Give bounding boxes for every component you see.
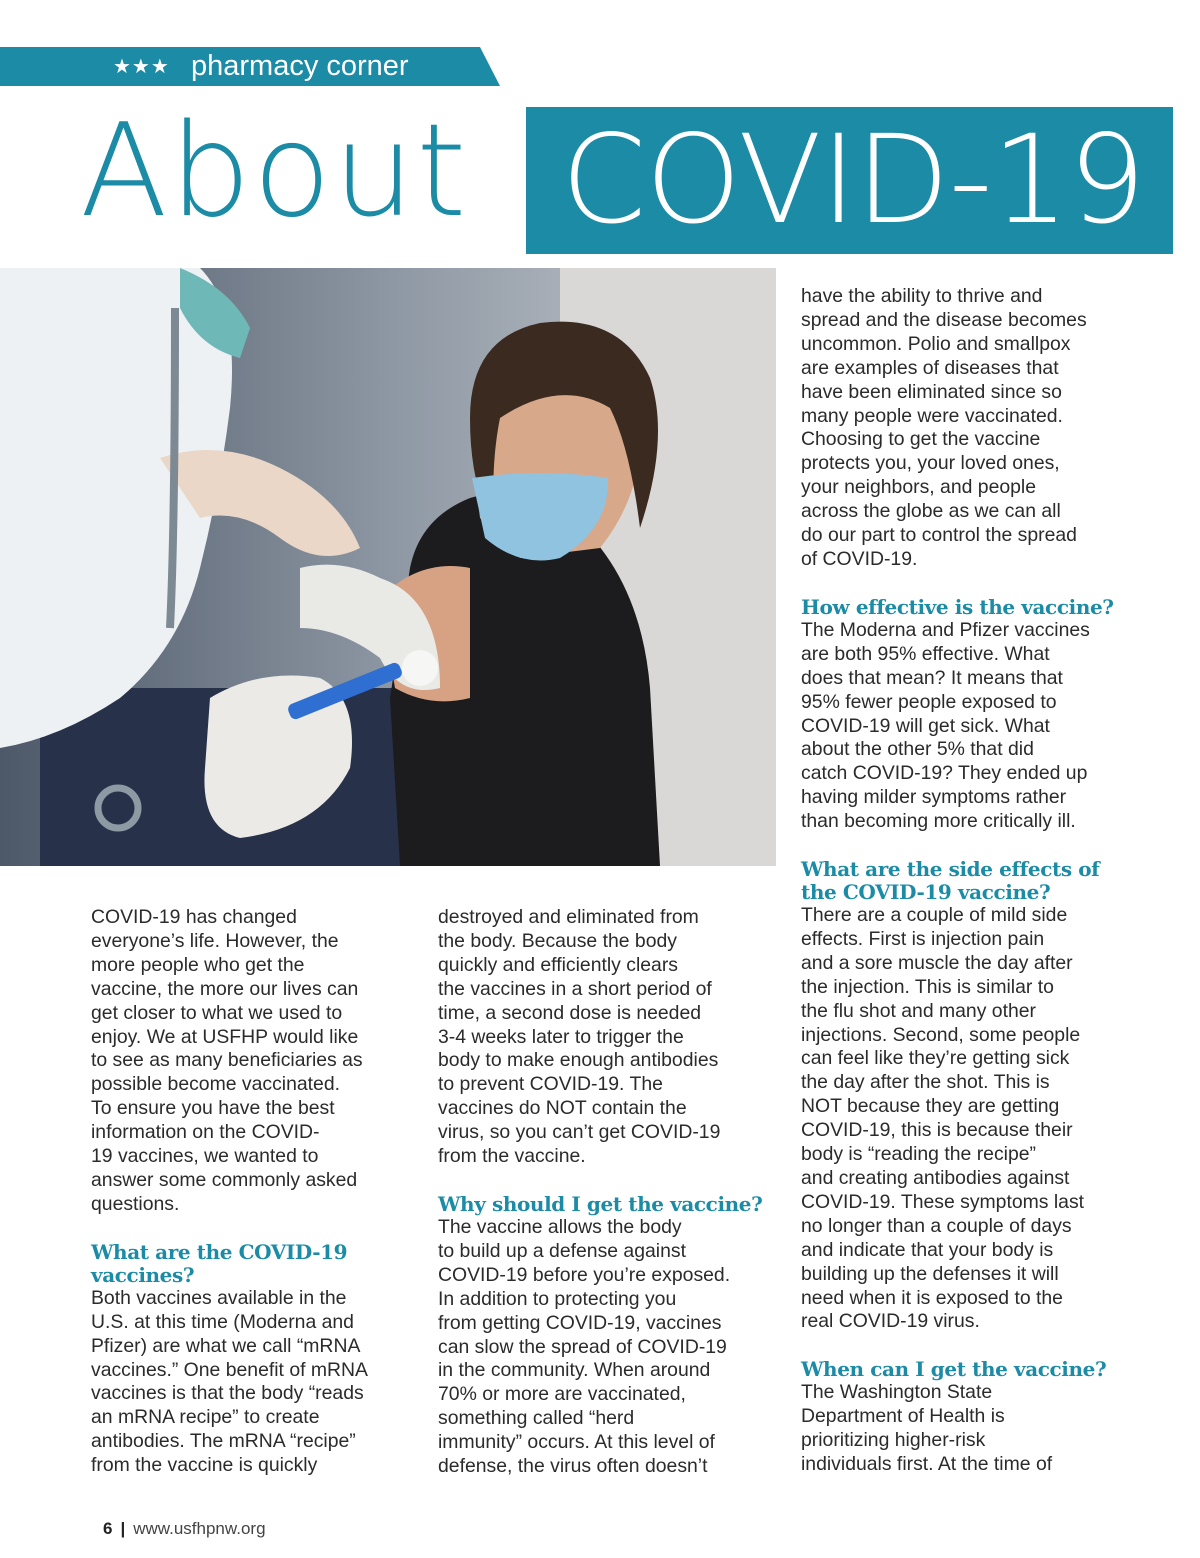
text-line: about the other 5% that did — [801, 738, 1034, 761]
text-line: COVID-19, this is because their — [801, 1119, 1073, 1142]
text-line: time, a second dose is needed — [438, 1001, 702, 1024]
text-line: to prevent COVID-19. The — [438, 1073, 663, 1096]
text-line: COVID-19 has changed — [91, 906, 297, 928]
text-line: effects. First is injection pain — [801, 927, 1045, 950]
heading-line: When can I get the vaccine? — [801, 1357, 1107, 1382]
heading-when-get-vaccine — [801, 1358, 1141, 1381]
text-line: does that mean? It means that — [801, 666, 1063, 689]
text-line: The Moderna and Pfizer vaccines — [801, 618, 1090, 641]
intro-paragraph — [91, 906, 416, 1217]
text-line: Choosing to get the vaccine — [801, 428, 1041, 451]
text-line: do our part to control the spread — [801, 524, 1077, 547]
text-line: something called “herd — [438, 1407, 635, 1430]
column-2 — [438, 906, 773, 1479]
text-line: vaccines is that the body “reads — [91, 1382, 364, 1405]
page-title-covid: COVID-19 — [561, 109, 1145, 251]
text-line: vaccines do NOT contain the — [438, 1097, 687, 1120]
heading-line: vaccines? — [91, 1262, 195, 1287]
text-line: and a sore muscle the day after — [801, 951, 1073, 974]
page-footer — [103, 1519, 266, 1539]
heading-line: Why should I get the vaccine? — [438, 1191, 763, 1216]
text-line: building up the defenses it will — [801, 1262, 1059, 1285]
text-line: of COVID-19. — [801, 547, 918, 570]
text-line: the day after the shot. This is — [801, 1071, 1050, 1094]
text-line: no longer than a couple of days — [801, 1214, 1072, 1237]
section-label: pharmacy corner — [191, 50, 409, 82]
page-number: 6 — [103, 1519, 113, 1538]
text-line: vaccines.” One benefit of mRNA — [91, 1358, 368, 1381]
text-line: COVID-19 before you’re exposed. — [438, 1263, 731, 1286]
text-line: Pfizer) are what we call “mRNA — [91, 1334, 361, 1357]
text-line: The Washington State — [801, 1381, 993, 1404]
mrna-paragraph — [91, 1287, 416, 1478]
text-line: defense, the virus often doesn’t — [438, 1455, 708, 1478]
text-line: individuals first. At the time of — [801, 1453, 1053, 1476]
text-line: prioritizing higher-risk — [801, 1429, 986, 1452]
text-line: 3-4 weeks later to trigger the — [438, 1025, 684, 1048]
text-line: The vaccine allows the body — [438, 1215, 682, 1238]
text-line: COVID-19 will get sick. What — [801, 714, 1050, 737]
text-line: everyone’s life. However, the — [91, 929, 339, 952]
text-line: destroyed and eliminated from — [438, 906, 699, 928]
text-line: Both vaccines available in the — [91, 1286, 347, 1309]
text-line: many people were vaccinated. — [801, 404, 1063, 427]
text-line: 95% fewer people exposed to — [801, 690, 1057, 713]
text-line: the injection. This is similar to — [801, 975, 1054, 998]
mrna-continued-paragraph — [438, 906, 773, 1169]
heading-line: What are the COVID-19 — [91, 1239, 348, 1264]
footer-separator: | — [120, 1519, 126, 1538]
side-effects-paragraph — [801, 904, 1141, 1334]
text-line: real COVID-19 virus. — [801, 1310, 980, 1333]
text-line: your neighbors, and people — [801, 476, 1037, 499]
text-line: 19 vaccines, we wanted to — [91, 1145, 319, 1168]
text-line: In addition to protecting you — [438, 1287, 677, 1310]
text-line: in the community. When around — [438, 1359, 711, 1382]
text-line: To ensure you have the best — [91, 1097, 335, 1120]
text-line: the vaccines in a short period of — [438, 977, 712, 1000]
vaccination-illustration — [0, 268, 776, 866]
herd-immunity-paragraph — [801, 285, 1141, 572]
heading-line: What are the side effects of — [801, 857, 1100, 882]
text-line: than becoming more critically ill. — [801, 810, 1076, 833]
text-line: from the vaccine is quickly — [91, 1454, 318, 1477]
text-line: to build up a defense against — [438, 1239, 686, 1262]
text-line: uncommon. Polio and smallpox — [801, 332, 1071, 355]
text-line: injections. Second, some people — [801, 1023, 1081, 1046]
text-line: and creating antibodies against — [801, 1167, 1070, 1189]
text-line: have been eliminated since so — [801, 380, 1062, 403]
text-line: more people who get the — [91, 953, 305, 976]
text-line: information on the COVID- — [91, 1121, 320, 1144]
text-line: from the vaccine. — [438, 1145, 586, 1168]
text-line: virus, so you can’t get COVID-19 — [438, 1121, 721, 1144]
text-line: enjoy. We at USFHP would like — [91, 1025, 359, 1048]
text-line: need when it is exposed to the — [801, 1286, 1063, 1309]
heading-line: the COVID-19 vaccine? — [801, 880, 1051, 905]
text-line: body is “reading the recipe” — [801, 1143, 1036, 1166]
text-line: vaccine, the more our lives can — [91, 977, 359, 1000]
text-line: Department of Health is — [801, 1405, 1005, 1428]
text-line: across the globe as we can all — [801, 500, 1061, 523]
text-line: catch COVID-19? They ended up — [801, 762, 1088, 785]
text-line: the body. Because the body — [438, 929, 677, 952]
text-line: possible become vaccinated. — [91, 1073, 340, 1096]
text-line: from getting COVID-19, vaccines — [438, 1311, 722, 1334]
column-1 — [91, 906, 416, 1478]
text-line: NOT because they are getting — [801, 1095, 1060, 1118]
text-line: having milder symptoms rather — [801, 786, 1067, 809]
text-line: the flu shot and many other — [801, 999, 1036, 1022]
text-line: are examples of diseases that — [801, 356, 1059, 379]
text-line: an mRNA recipe” to create — [91, 1406, 320, 1429]
text-line: antibodies. The mRNA “recipe” — [91, 1430, 356, 1453]
text-line: have the ability to thrive and — [801, 285, 1043, 307]
effectiveness-paragraph — [801, 619, 1141, 834]
text-line: questions. — [91, 1192, 180, 1215]
website-link[interactable]: www.usfhpnw.org — [133, 1519, 266, 1538]
text-line: answer some commonly asked — [91, 1168, 358, 1191]
text-line: can slow the spread of COVID-19 — [438, 1335, 727, 1358]
text-line: protects you, your loved ones, — [801, 452, 1060, 475]
text-line: body to make enough antibodies — [438, 1049, 719, 1072]
text-line: can feel like they’re getting sick — [801, 1047, 1070, 1070]
heading-why-get-vaccine — [438, 1193, 773, 1216]
heading-side-effects — [801, 858, 1141, 904]
why-paragraph — [438, 1216, 773, 1479]
text-line: get closer to what we used to — [91, 1001, 343, 1024]
text-line: COVID-19. These symptoms last — [801, 1190, 1085, 1213]
text-line: immunity” occurs. At this level of — [438, 1431, 715, 1454]
text-line: 70% or more are vaccinated, — [438, 1383, 686, 1406]
when-paragraph — [801, 1381, 1141, 1477]
text-line: U.S. at this time (Moderna and — [91, 1310, 354, 1333]
text-line: and indicate that your body is — [801, 1238, 1054, 1261]
vaccination-photo — [0, 268, 776, 866]
text-line: quickly and efficiently clears — [438, 953, 678, 976]
text-line: are both 95% effective. What — [801, 642, 1050, 665]
column-3 — [801, 285, 1141, 1477]
text-line: There are a couple of mild side — [801, 904, 1068, 927]
heading-line: How effective is the vaccine? — [801, 594, 1114, 619]
text-line: spread and the disease becomes — [801, 308, 1087, 331]
stars-icon: ★★★ — [113, 54, 170, 78]
page-title-about: About — [80, 97, 469, 246]
heading-how-effective — [801, 596, 1141, 619]
heading-what-are-vaccines — [91, 1241, 416, 1287]
text-line: to see as many beneficiaries as — [91, 1049, 363, 1072]
